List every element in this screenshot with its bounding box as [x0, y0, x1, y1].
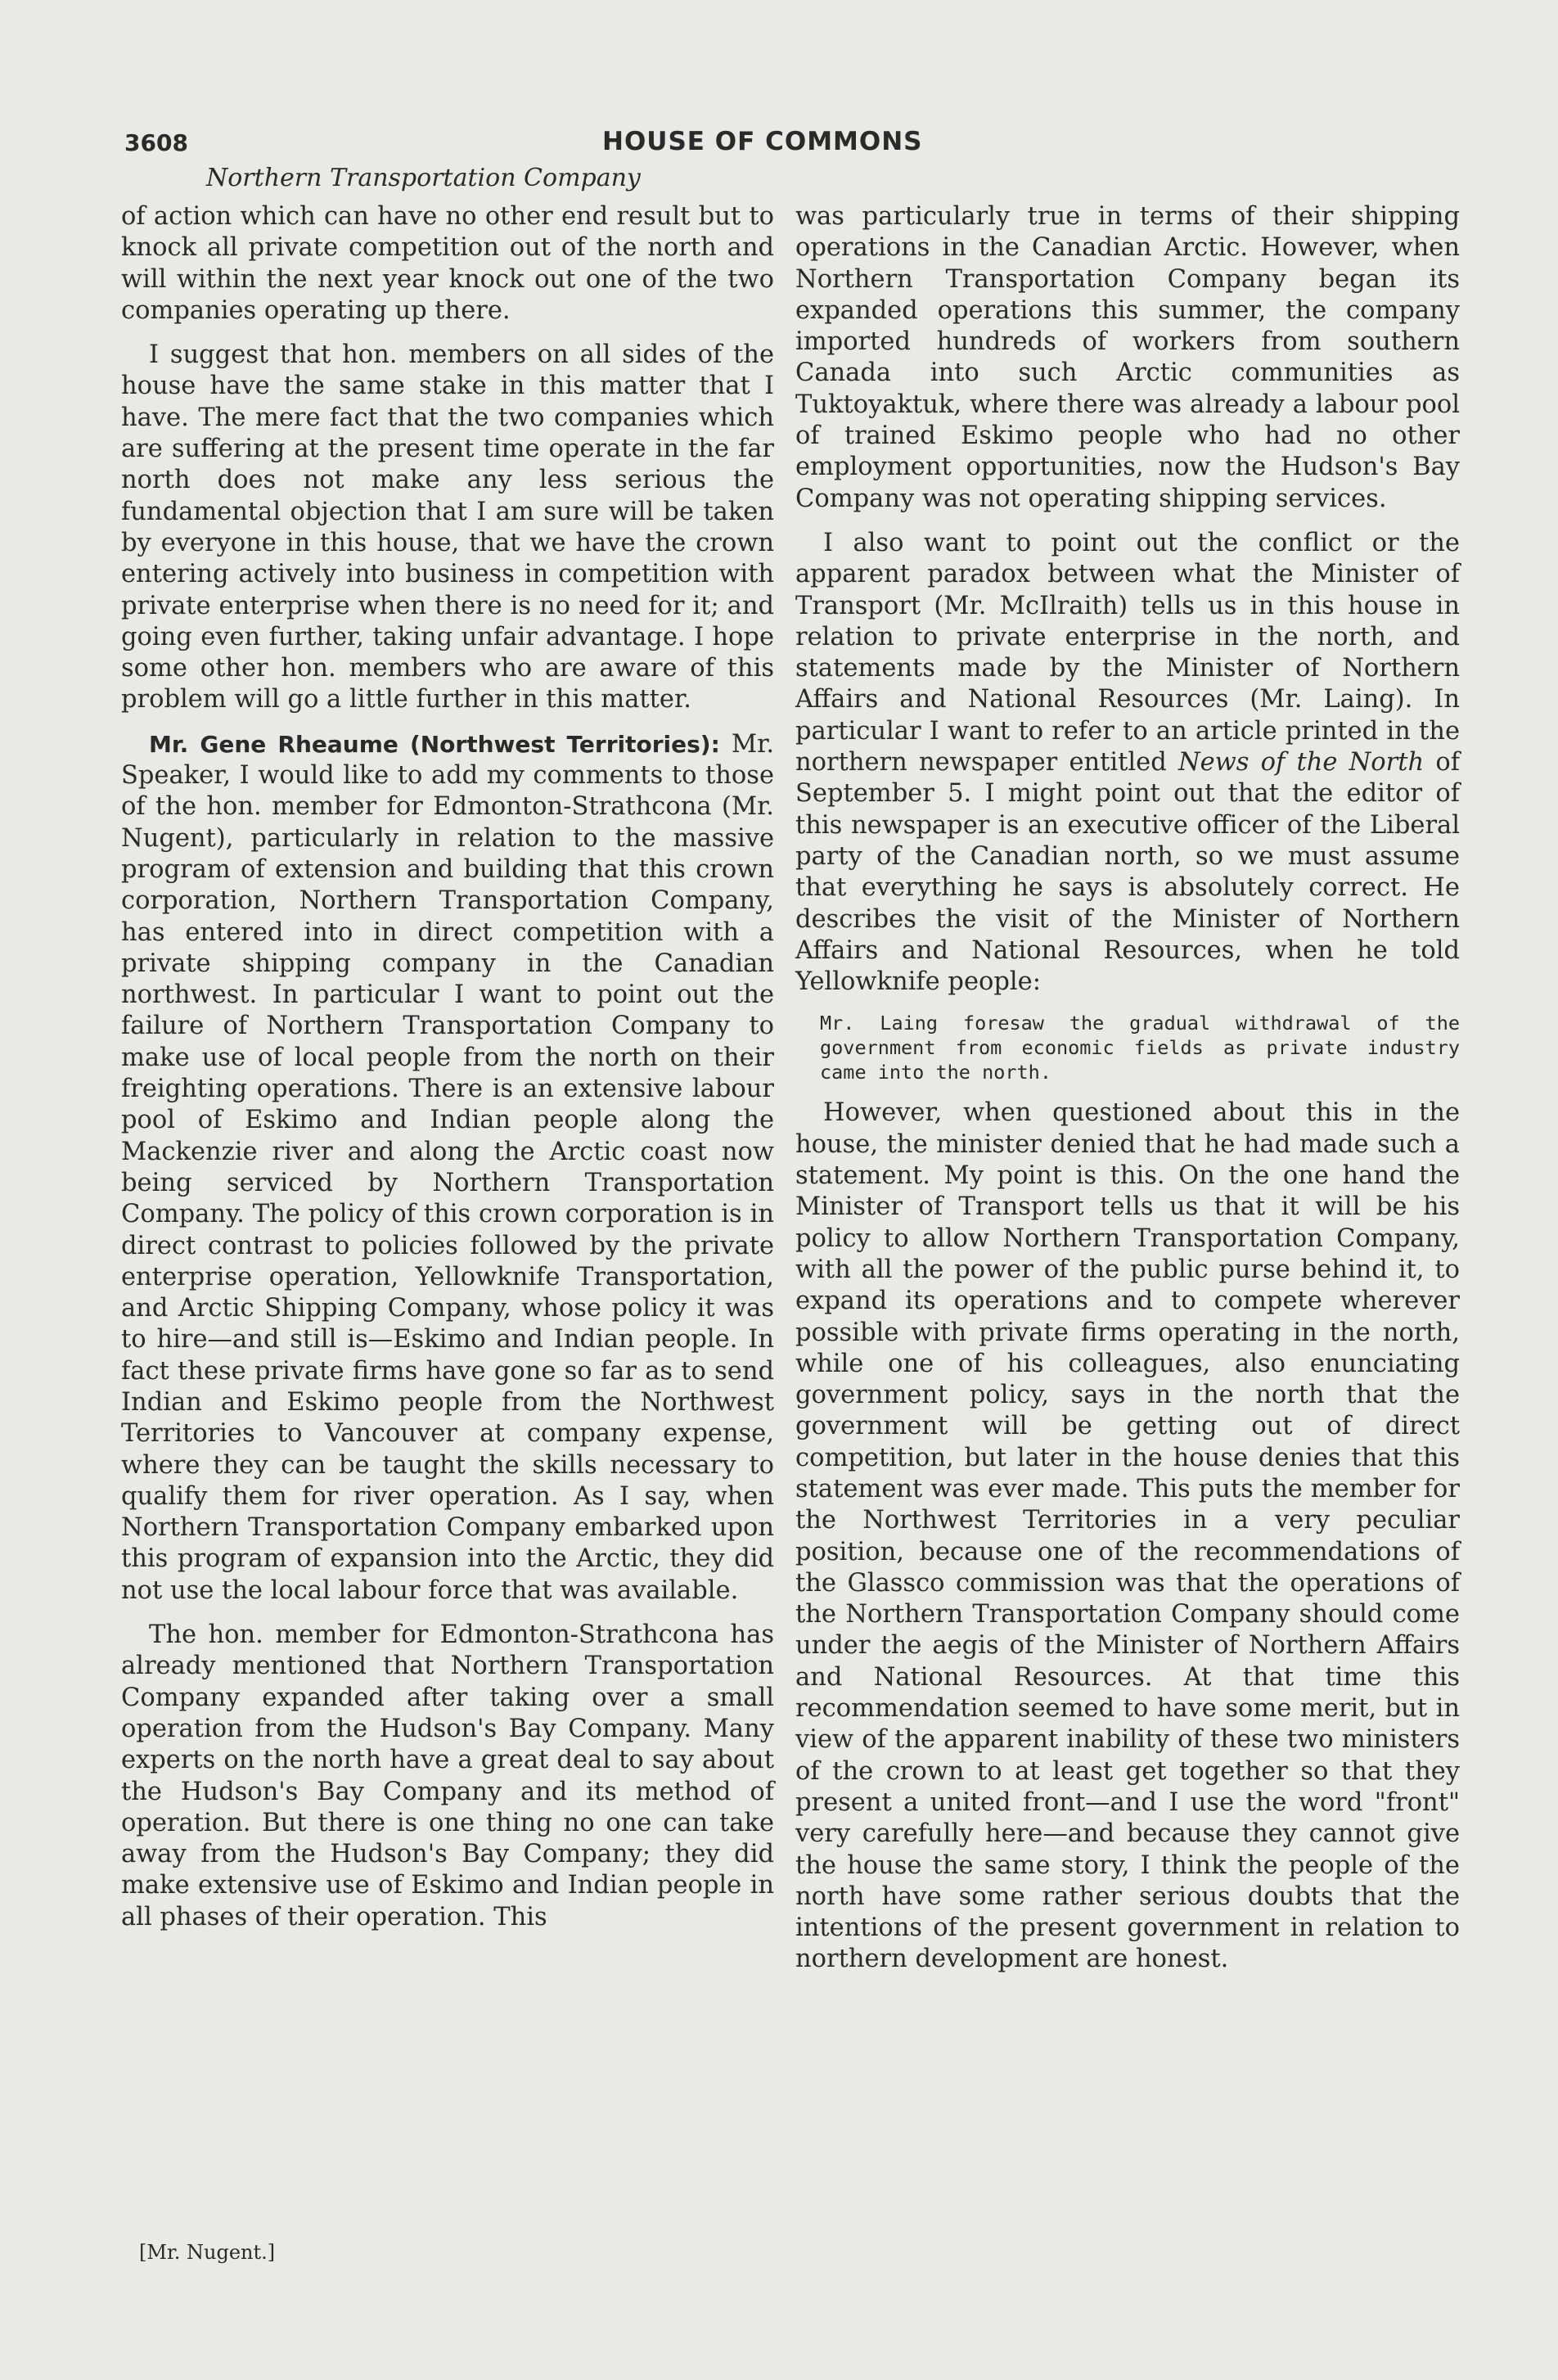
paragraph: I suggest that hon. members on all sides of the house have the same stake in this matter that I have. The mere fact that the two companies which are suffering at the present time operate in the far north does not make any less serious the fundamental objection that I am sure will be taken by everyone in this house, that we have the crown entering actively into business in competition with private enterprise when there is no need for it; and going even further, taking unfair advantage. I hope some other hon. members who are aware of this problem will go a little further in this matter.: [121, 340, 774, 714]
paragraph: [795, 528, 1460, 998]
left-column: [121, 201, 774, 1946]
paragraph: was particularly true in terms of their shipping operations in the Canadian Arctic. However, when Northern Transportation Company began its expanded operations this summer, the company imported hundreds of workers from southern Canada into such Arctic communities as Tuktoyaktuk, where there was already a labour pool of trained Eskimo people who had no other employment opportunities, now the Hudson's Bay Company was not operating shipping services.: [795, 202, 1460, 513]
right-column: [795, 201, 1460, 1989]
text-run: of September 5. I might point out that the editor of this newspaper is an executive officer of the Liberal party of the Canadian north, so we must assume that everything he says is absolutely correct. He describes the visit of the Minister of Northern Affairs and National Resources, when he told Yellowknife people:: [795, 748, 1460, 997]
paragraph: The hon. member for Edmonton-Strathcona has already mentioned that Northern Transportation Company expanded after taking over a small operation from the Hudson's Bay Company. Many experts on the north have a great deal to say about the Hudson's Bay Company and its method of operation. But there is one thing no one can take away from the Hudson's Bay Company; they did make extensive use of Eskimo and Indian people in all phases of their operation. This: [121, 1620, 774, 1931]
speaker-name: Mr. Gene Rheaume (Northwest Territories):: [149, 730, 720, 758]
paragraph: However, when questioned about this in the house, the minister denied that he had made such a statement. My point is this. On the one hand the Minister of Transport tells us that it will be his policy to allow Northern Transportation Company, with all the power of the public purse behind it, to expand its operations and to compete wherever possible with private firms operating in the north, while one of his colleagues, also enunciating government policy, says in the north that the government will be getting out of direct competition, but later in the house denies that this statement was ever made. This puts the member for the Northwest Territories in a very peculiar position, because one of the recommendations of the Glassco commission was that the operations of the Northern Transportation Company should come under the aegis of the Minister of Northern Affairs and National Resources. At that time this recommendation seemed to have some merit, but in view of the apparent inability of these two ministers of the crown to at least get together so that they present a united front—and I use the word "front" very carefully here—and because they cannot give the house the same story, I think the people of the north have some rather serious doubts that the intentions of the present government in relation to northern development are honest.: [795, 1098, 1460, 1974]
running-head: HOUSE OF COMMONS: [602, 127, 923, 156]
page-number: 3608: [124, 129, 188, 156]
newspaper-title: News of the North: [1178, 748, 1425, 778]
paragraph: [121, 729, 774, 1607]
paragraph: of action which can have no other end result but to knock all private competition out of the north and will within the next year knock out one of the two companies operating up there.: [121, 202, 774, 325]
subject-subhead: Northern Transportation Company: [206, 164, 641, 192]
footer-note: [Mr. Nugent.]: [139, 2241, 276, 2264]
block-quote: Mr. Laing foresaw the gradual withdrawal of the government from economic fields as private industry came into the north.: [820, 1012, 1460, 1084]
speech-text: Mr. Speaker, I would like to add my comments to those of the hon. member for Edmonton-Strathcona (Mr. Nugent), particularly in relation to the massive program of extension and building that this crown corporation, Northern Transportation Company, has entered into in direct competition with a private shipping company in the Canadian northwest. In particular I want to point out the failure of Northern Transportation Company to make use of local people from the north on their freighting operations. There is an extensive labour pool of Eskimo and Indian people along the Mackenzie river and along the Arctic coast now being serviced by Northern Transportation Company. The policy of this crown corporation is in direct contrast to policies followed by the private enterprise operation, Yellowknife Transportation, and Arctic Shipping Company, whose policy it was to hire—and still is—Eskimo and Indian people. In fact these private firms have gone so far as to send Indian and Eskimo people from the Northwest Territories to Vancouver at company expense, where they can be taught the skills necessary to qualify them for river operation. As I say, when Northern Transportation Company embarked upon this program of expansion into the Arctic, they did not use the local labour force that was available.: [121, 729, 775, 1605]
text-run: I also want to point out the conflict or the apparent paradox between what the Minister of Transport (Mr. McIlraith) tells us in this house in relation to private enterprise in the north, and statements made by the Minister of Northern Affairs and National Resources (Mr. Laing). In particular I want to refer to an article printed in the northern newspaper entitled: [795, 528, 1460, 778]
